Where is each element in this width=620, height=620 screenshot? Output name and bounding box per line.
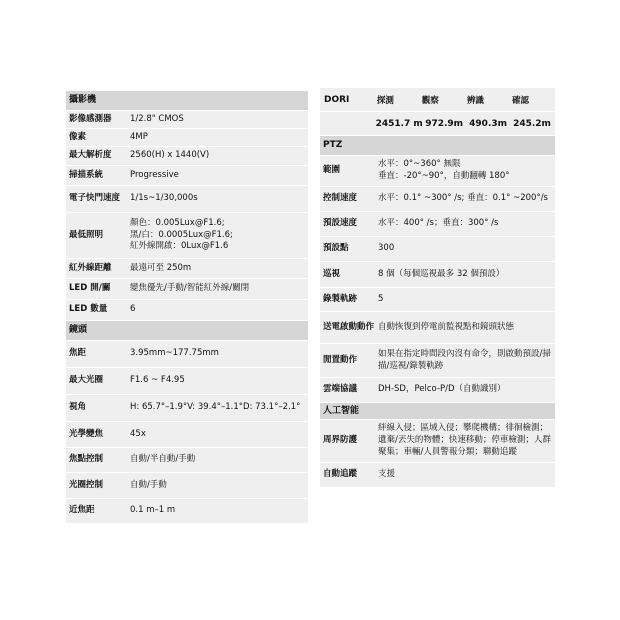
spec-label: 周界防護 — [323, 435, 358, 446]
spec-value: 支援 — [378, 469, 396, 480]
spec-value: 5 — [378, 293, 384, 304]
spec-row — [320, 288, 555, 312]
section-title: 攝影機 — [69, 95, 97, 106]
spec-label: 最低照明 — [69, 229, 104, 240]
spec-row — [66, 259, 308, 279]
dori-val-identify: 245.2m — [513, 118, 551, 129]
spec-row — [320, 212, 555, 237]
spec-value: 顏色：0.005Lux@F1.6; 黑/白：0.0005Lux@F1.6; 紅外線開啟：0Lux@F1.6 — [130, 217, 233, 252]
spec-row — [66, 448, 308, 473]
spec-value: 2560(H) x 1440(V) — [130, 150, 210, 161]
spec-row — [66, 499, 308, 524]
spec-row — [66, 111, 308, 129]
spec-value: 6 — [130, 304, 136, 315]
spec-value: 水平：0.1° ~300° /s; 垂直：0.1° ~200°/s — [378, 193, 548, 204]
spec-label: 近焦距 — [69, 505, 95, 516]
section-header — [320, 136, 555, 156]
spec-label: 範圍 — [323, 165, 341, 176]
spec-value: 自動恢復到停電前監視點和鏡頭狀態 — [378, 321, 515, 332]
spec-row — [66, 473, 308, 499]
spec-value: F1.6 ~ F4.95 — [130, 375, 185, 386]
ptz-rows — [320, 136, 555, 488]
ptz-spec-table — [320, 88, 555, 488]
spec-label: LED 數量 — [69, 304, 108, 315]
spec-row — [66, 166, 308, 186]
dori-col-identify: 確認 — [511, 95, 529, 106]
spec-value: Progressive — [130, 169, 179, 180]
spec-label: 預設點 — [323, 243, 349, 254]
spec-label: 最大光圈 — [69, 375, 104, 386]
spec-label: 送電啟動動作 — [323, 321, 375, 332]
spec-row — [320, 237, 555, 262]
section-title: 鏡頭 — [69, 325, 88, 336]
spec-row — [66, 129, 308, 147]
spec-value: 如果在指定時間段內沒有命令，則啟動預設/掃描/巡視/錄製軌跡 — [378, 348, 551, 371]
spec-value: 絆線入侵；區域入侵；攀爬機構；徘徊檢測；遺棄/丟失的物體；快速移動；停車檢測；人群聚集；車輛/人員警報分類；聯動追蹤 — [378, 423, 551, 457]
spec-value: 水平：400° /s；垂直：300° /s — [378, 218, 499, 229]
spec-label: 控制速度 — [323, 193, 358, 204]
spec-row — [320, 463, 555, 488]
dori-val-observe: 972.9m — [425, 118, 464, 129]
spec-label: 紅外線距離 — [69, 262, 112, 273]
section-title: PTZ — [323, 140, 343, 151]
spec-label: 光圈控制 — [69, 479, 104, 490]
spec-label: 影像感測器 — [69, 113, 112, 124]
camera-spec-table — [66, 91, 308, 524]
spec-value: 水平：0°~360° 無限 垂直：-20°~90°，自動翻轉 180° — [378, 159, 510, 181]
spec-value: 4MP — [130, 131, 148, 142]
spec-label: 巡視 — [323, 268, 341, 279]
spec-label: 自動追蹤 — [323, 469, 358, 480]
spec-row — [320, 156, 555, 187]
spec-row — [320, 344, 555, 378]
spec-row — [320, 420, 555, 463]
spec-value: 300 — [378, 243, 395, 254]
spec-row — [66, 213, 308, 259]
section-title: 人工智能 — [323, 405, 360, 416]
spec-row — [66, 422, 308, 448]
spec-label: 焦距 — [69, 348, 87, 359]
spec-value: H: 65.7°–1.9°V: 39.4°–1.1°D: 73.1°–2.1° — [130, 402, 301, 413]
spec-row — [320, 312, 555, 344]
spec-value: 0.1 m–1 m — [130, 505, 176, 516]
spec-row — [320, 262, 555, 288]
spec-row — [320, 187, 555, 212]
spec-row — [66, 279, 308, 300]
spec-row — [66, 341, 308, 368]
spec-label: 像素 — [69, 131, 87, 142]
spec-label: 閒置動作 — [323, 354, 358, 365]
dori-label: DORI — [324, 94, 350, 105]
dori-header-row — [320, 88, 555, 112]
spec-row — [66, 395, 308, 422]
spec-value: 最遠可至 250m — [130, 262, 192, 273]
spec-value: DH-SD，Pelco-P/D（自動識別） — [378, 384, 506, 395]
spec-value: 8 個（每個巡視最多 32 個預設） — [378, 268, 505, 279]
spec-label: 掃描系統 — [69, 169, 104, 180]
dori-col-detect: 探測 — [376, 95, 394, 106]
spec-label: 雲端協議 — [323, 384, 358, 395]
spec-value: 變焦優先/手動/智能紅外線/關閉 — [130, 283, 250, 294]
spec-value: 45x — [130, 428, 146, 439]
spec-label: 光學變焦 — [69, 428, 104, 439]
spec-label: 預設速度 — [323, 218, 358, 229]
spec-label: 最大解析度 — [69, 150, 112, 161]
section-header — [320, 403, 555, 420]
spec-value: 3.95mm~177.75mm — [130, 348, 219, 359]
spec-row — [66, 368, 308, 395]
spec-row — [320, 378, 555, 403]
spec-value: 1/2.8" CMOS — [130, 113, 184, 124]
spec-row — [66, 300, 308, 321]
section-header — [66, 91, 308, 111]
spec-label: 電子快門速度 — [69, 193, 121, 204]
spec-row — [66, 186, 308, 213]
spec-label: 錄製軌跡 — [323, 293, 358, 304]
dori-val-recognize: 490.3m — [469, 118, 508, 129]
dori-col-observe: 觀察 — [421, 95, 439, 106]
spec-label: 視角 — [69, 402, 87, 413]
spec-row — [66, 147, 308, 166]
spec-label: 焦點控制 — [69, 454, 104, 465]
spec-value: 自動/手動 — [130, 479, 167, 490]
spec-label: LED 開/關 — [69, 283, 111, 294]
spec-value: 自動/半自動/手動 — [130, 454, 196, 465]
dori-values-row — [320, 112, 555, 136]
dori-val-detect: 2451.7 m — [375, 118, 423, 129]
spec-value: 1/1s~1/30,000s — [130, 193, 198, 204]
dori-col-recognize: 辨識 — [466, 95, 484, 106]
section-header — [66, 321, 308, 341]
